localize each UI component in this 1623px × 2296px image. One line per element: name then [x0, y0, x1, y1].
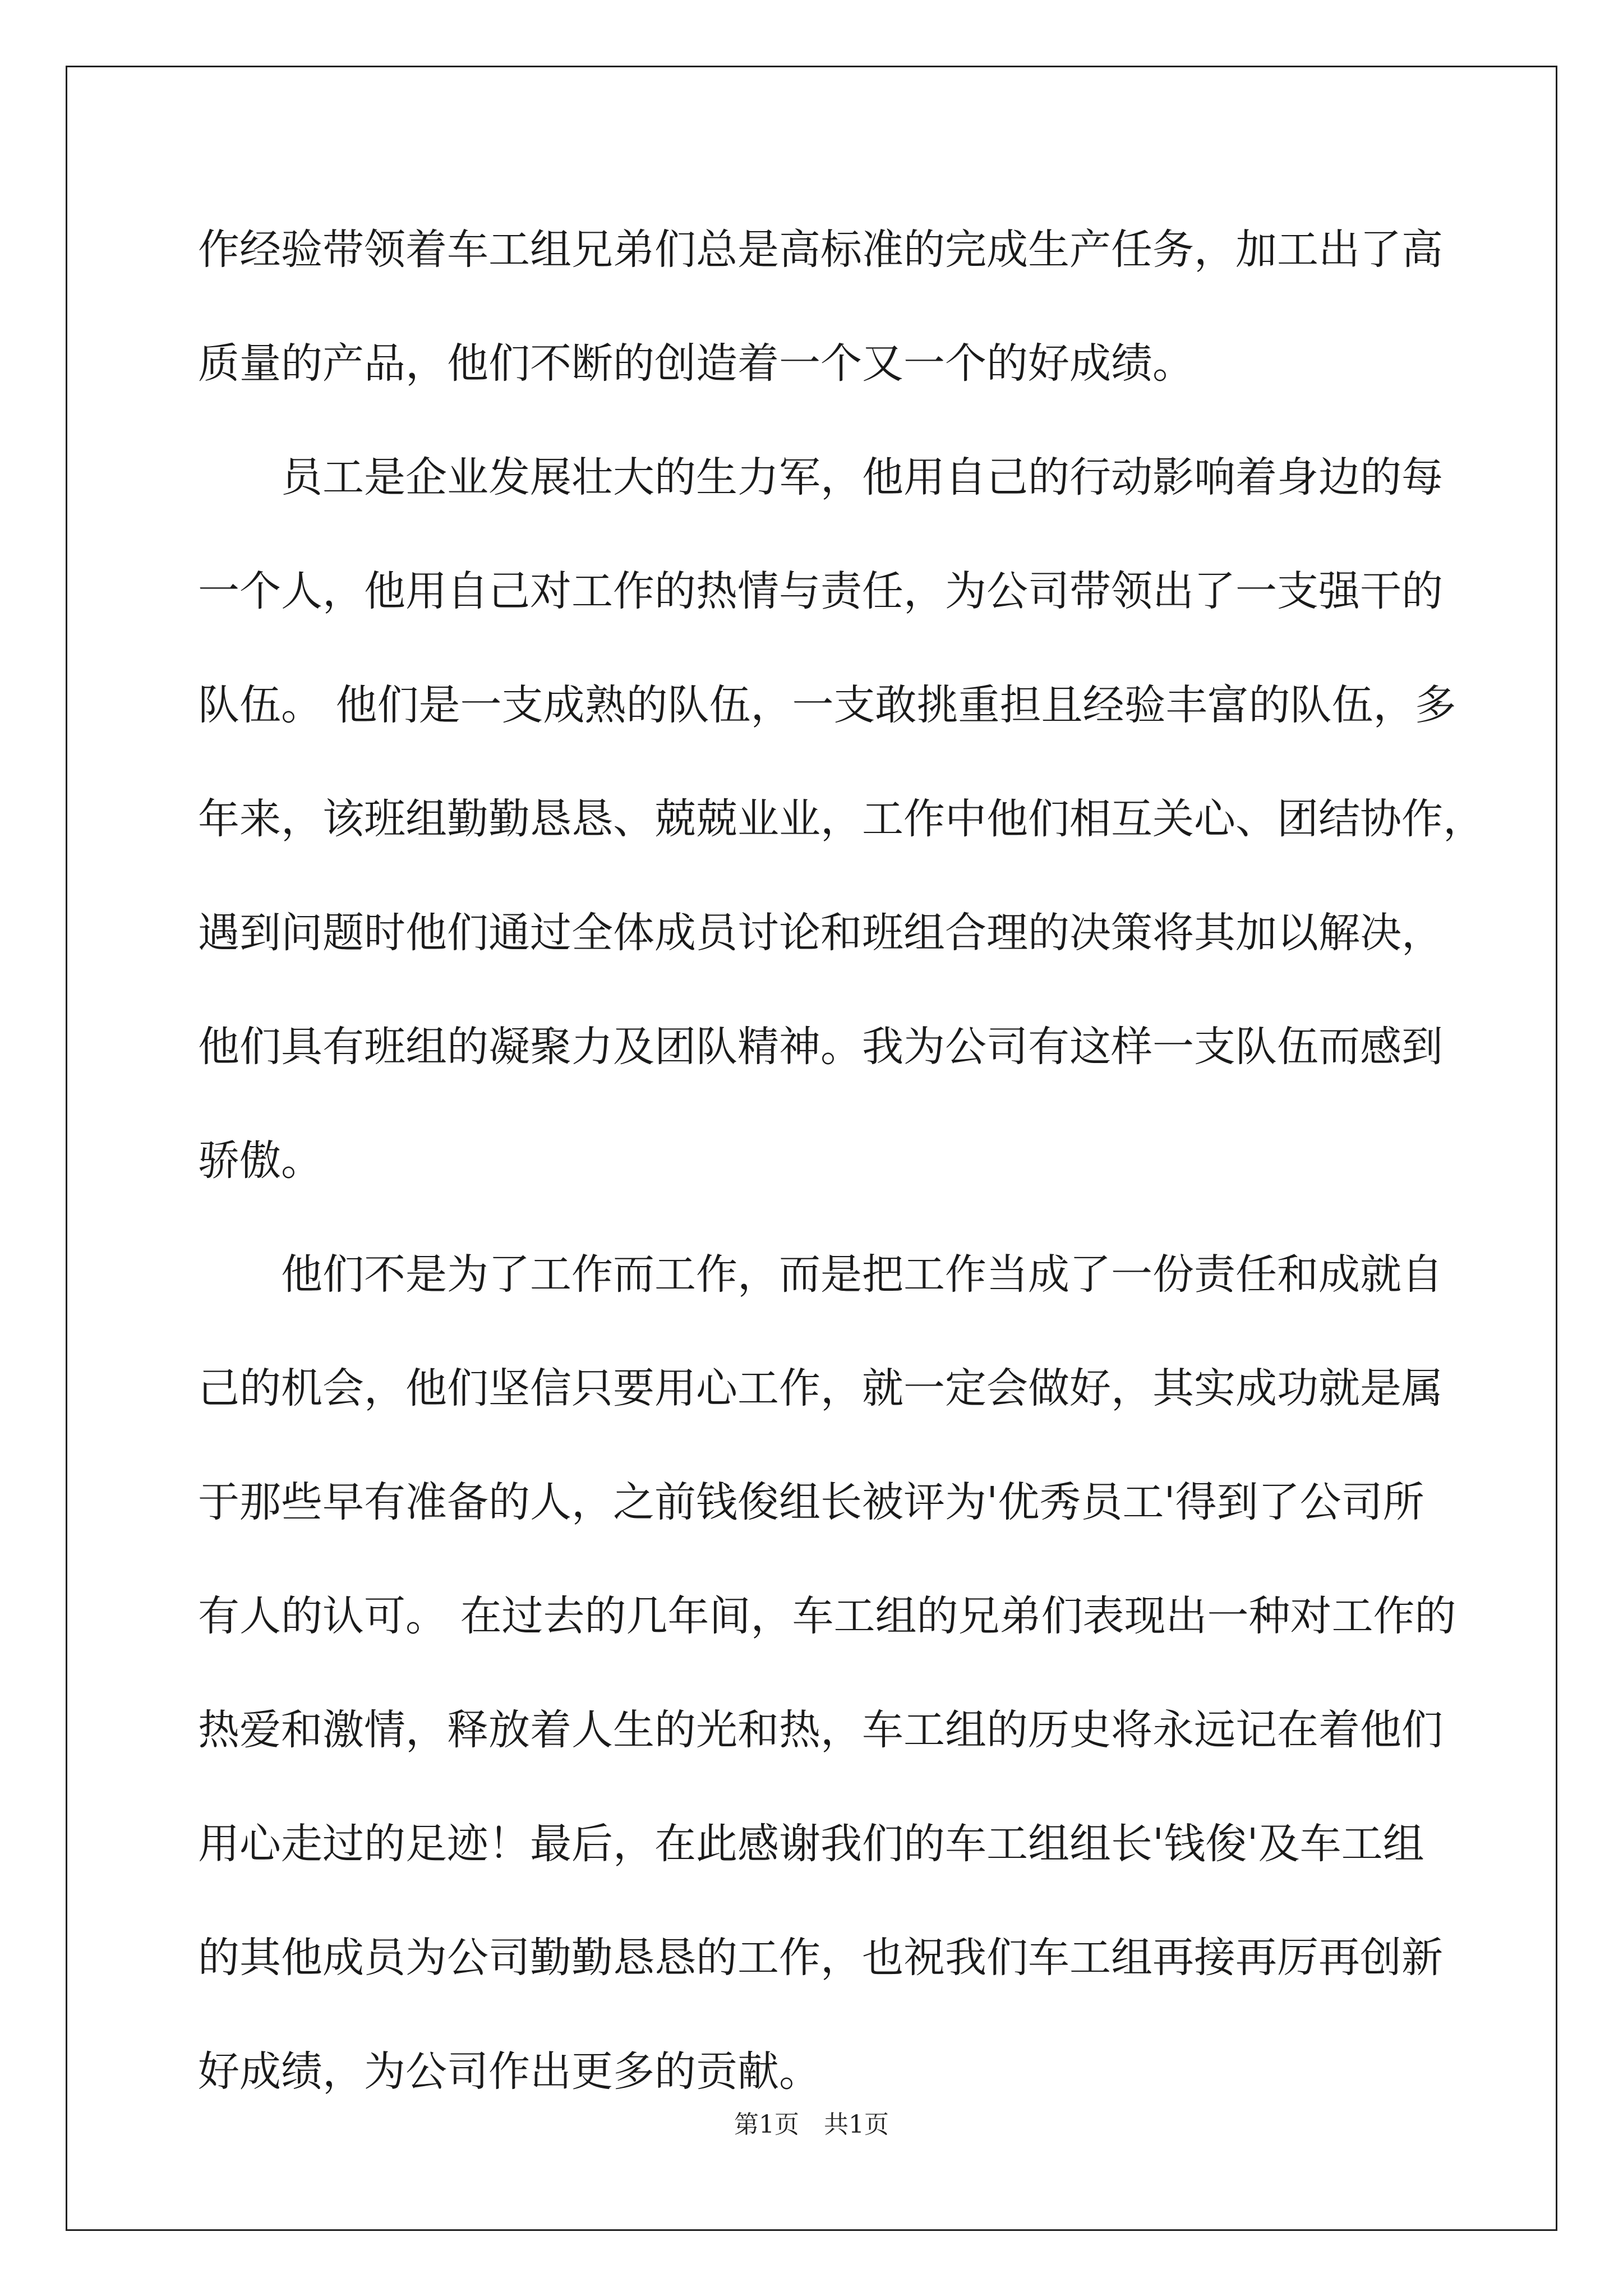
text-line: 热爱和激情，释放着人生的光和热，车工组的历史将永远记在着他们 — [198, 1706, 1443, 1754]
text-line: 他们具有班组的凝聚力及团队精神。我为公司有这样一支队伍而感到 — [198, 1023, 1443, 1071]
text-line: 遇到问题时他们通过全体成员讨论和班组合理的决策将其加以解决， — [198, 909, 1443, 957]
text-line: 一个人，他用自己对工作的热情与责任，为公司带领出了一支强干的 — [198, 567, 1443, 615]
text-line: 的其他成员为公司勤勤恳恳的工作，也祝我们车工组再接再厉再创新 — [198, 1934, 1443, 1982]
text-line: 己的机会，他们坚信只要用心工作，就一定会做好，其实成功就是属 — [198, 1364, 1443, 1412]
document-body — [198, 213, 1484, 2149]
text-line: 好成绩，为公司作出更多的贡献。 — [198, 2047, 820, 2096]
text-line: 用心走过的足迹！最后，在此感谢我们的车工组组长'钱俊'及车工组 — [198, 1820, 1424, 1868]
text-line: 质量的产品，他们不断的创造着一个又一个的好成绩。 — [198, 339, 1194, 388]
text-line: 员工是企业发展壮大的生力军，他用自己的行动影响着身边的每 — [198, 453, 1443, 501]
text-line: 于那些早有准备的人，之前钱俊组长被评为'优秀员工'得到了公司所 — [198, 1478, 1424, 1526]
text-line: 他们不是为了工作而工作，而是把工作当成了一份责任和成就自 — [198, 1250, 1443, 1299]
text-line: 有人的认可。 在过去的几年间，车工组的兄弟们表现出一种对工作的 — [198, 1592, 1456, 1640]
text-line: 年来，该班组勤勤恳恳、兢兢业业，工作中他们相互关心、团结协作， — [198, 795, 1484, 843]
text-line: 骄傲。 — [198, 1137, 322, 1185]
text-line: 队伍。 他们是一支成熟的队伍，一支敢挑重担且经验丰富的队伍，多 — [198, 681, 1456, 729]
text-line: 作经验带领着车工组兄弟们总是高标准的完成生产任务，加工出了高 — [198, 226, 1443, 274]
page-number-footer: 第1页 共1页 — [734, 2110, 889, 2139]
